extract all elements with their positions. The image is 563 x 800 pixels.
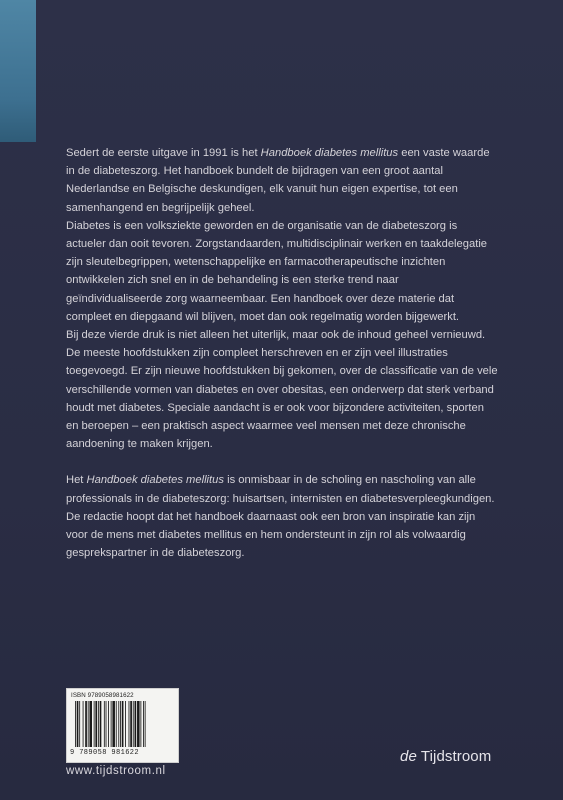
paragraph-2: Diabetes is een volksziekte geworden en de organisatie van de diabeteszorg is actueler dan ooit tevoren. Zorgstandaarden, multidisciplinair werken en taakdelegatie zijn sleutelbegrippen, wetenschappelijke en farmacotherapeutische inzichten ontwikkelen zich snel en in de behandeling is een sterke trend naar geïndividualiseerde zorg waarneembaar. Een handboek over deze materie dat compleet en diepgaand wil blijven, moet dan ook regelmatig worden bijgewerkt. <box>66 219 488 323</box>
book-title-italic: Handboek diabetes mellitus <box>86 474 224 487</box>
isbn-barcode <box>66 688 179 763</box>
barcode-bars <box>75 701 171 747</box>
website-url: www.tijdstroom.nl <box>66 765 166 777</box>
paragraph-1: Sedert de eerste uitgave in 1991 is het Handboek diabetes mellitus een vaste waarde in de diabeteszorg. Het handboek bundelt de bijdragen van een groot aantal Nederlandse en Belgische deskundigen, elk vanuit hun eigen expertise, tot een samenhangend en begrijpelijk geheel. <box>66 147 490 214</box>
paragraph-3: Bij deze vierde druk is niet alleen het uiterlijk, maar ook de inhoud geheel vernieuwd. De meeste hoofdstukken zijn compleet herschreven en er zijn veel illustraties toegevoegd. Er zijn nieuwe hoofdstukken bij gekomen, over de classificatie van de vele verschillende vormen van diabetes en over obesitas, een onderwerp dat sterk verband houdt met diabetes. Speciale aandacht is er ook voor bijzondere activiteiten, sporten en beroepen – een praktisch aspect waarmee veel mensen met deze chronische aandoening te maken krijgen. <box>66 329 498 451</box>
blurb-text <box>66 144 498 562</box>
barcode-digits: 9 789058 981622 <box>70 749 140 757</box>
isbn-label: ISBN 9789058981622 <box>71 692 134 699</box>
publisher-logo: de Tijdstroom <box>400 748 492 765</box>
accent-stripe <box>0 0 36 142</box>
paragraph-4: Het Handboek diabetes mellitus is onmisbaar in de scholing en nascholing van alle professionals in de diabeteszorg: huisartsen, internisten en diabetesverpleegkundigen. De redactie hoopt dat het handboek daarnaast ook een bron van inspiratie kan zijn voor de mens met diabetes mellitus en hem ondersteunt in zijn rol als volwaardig gesprekspartner in de diabeteszorg. <box>66 474 495 560</box>
book-title-italic: Handboek diabetes mellitus <box>260 147 399 159</box>
